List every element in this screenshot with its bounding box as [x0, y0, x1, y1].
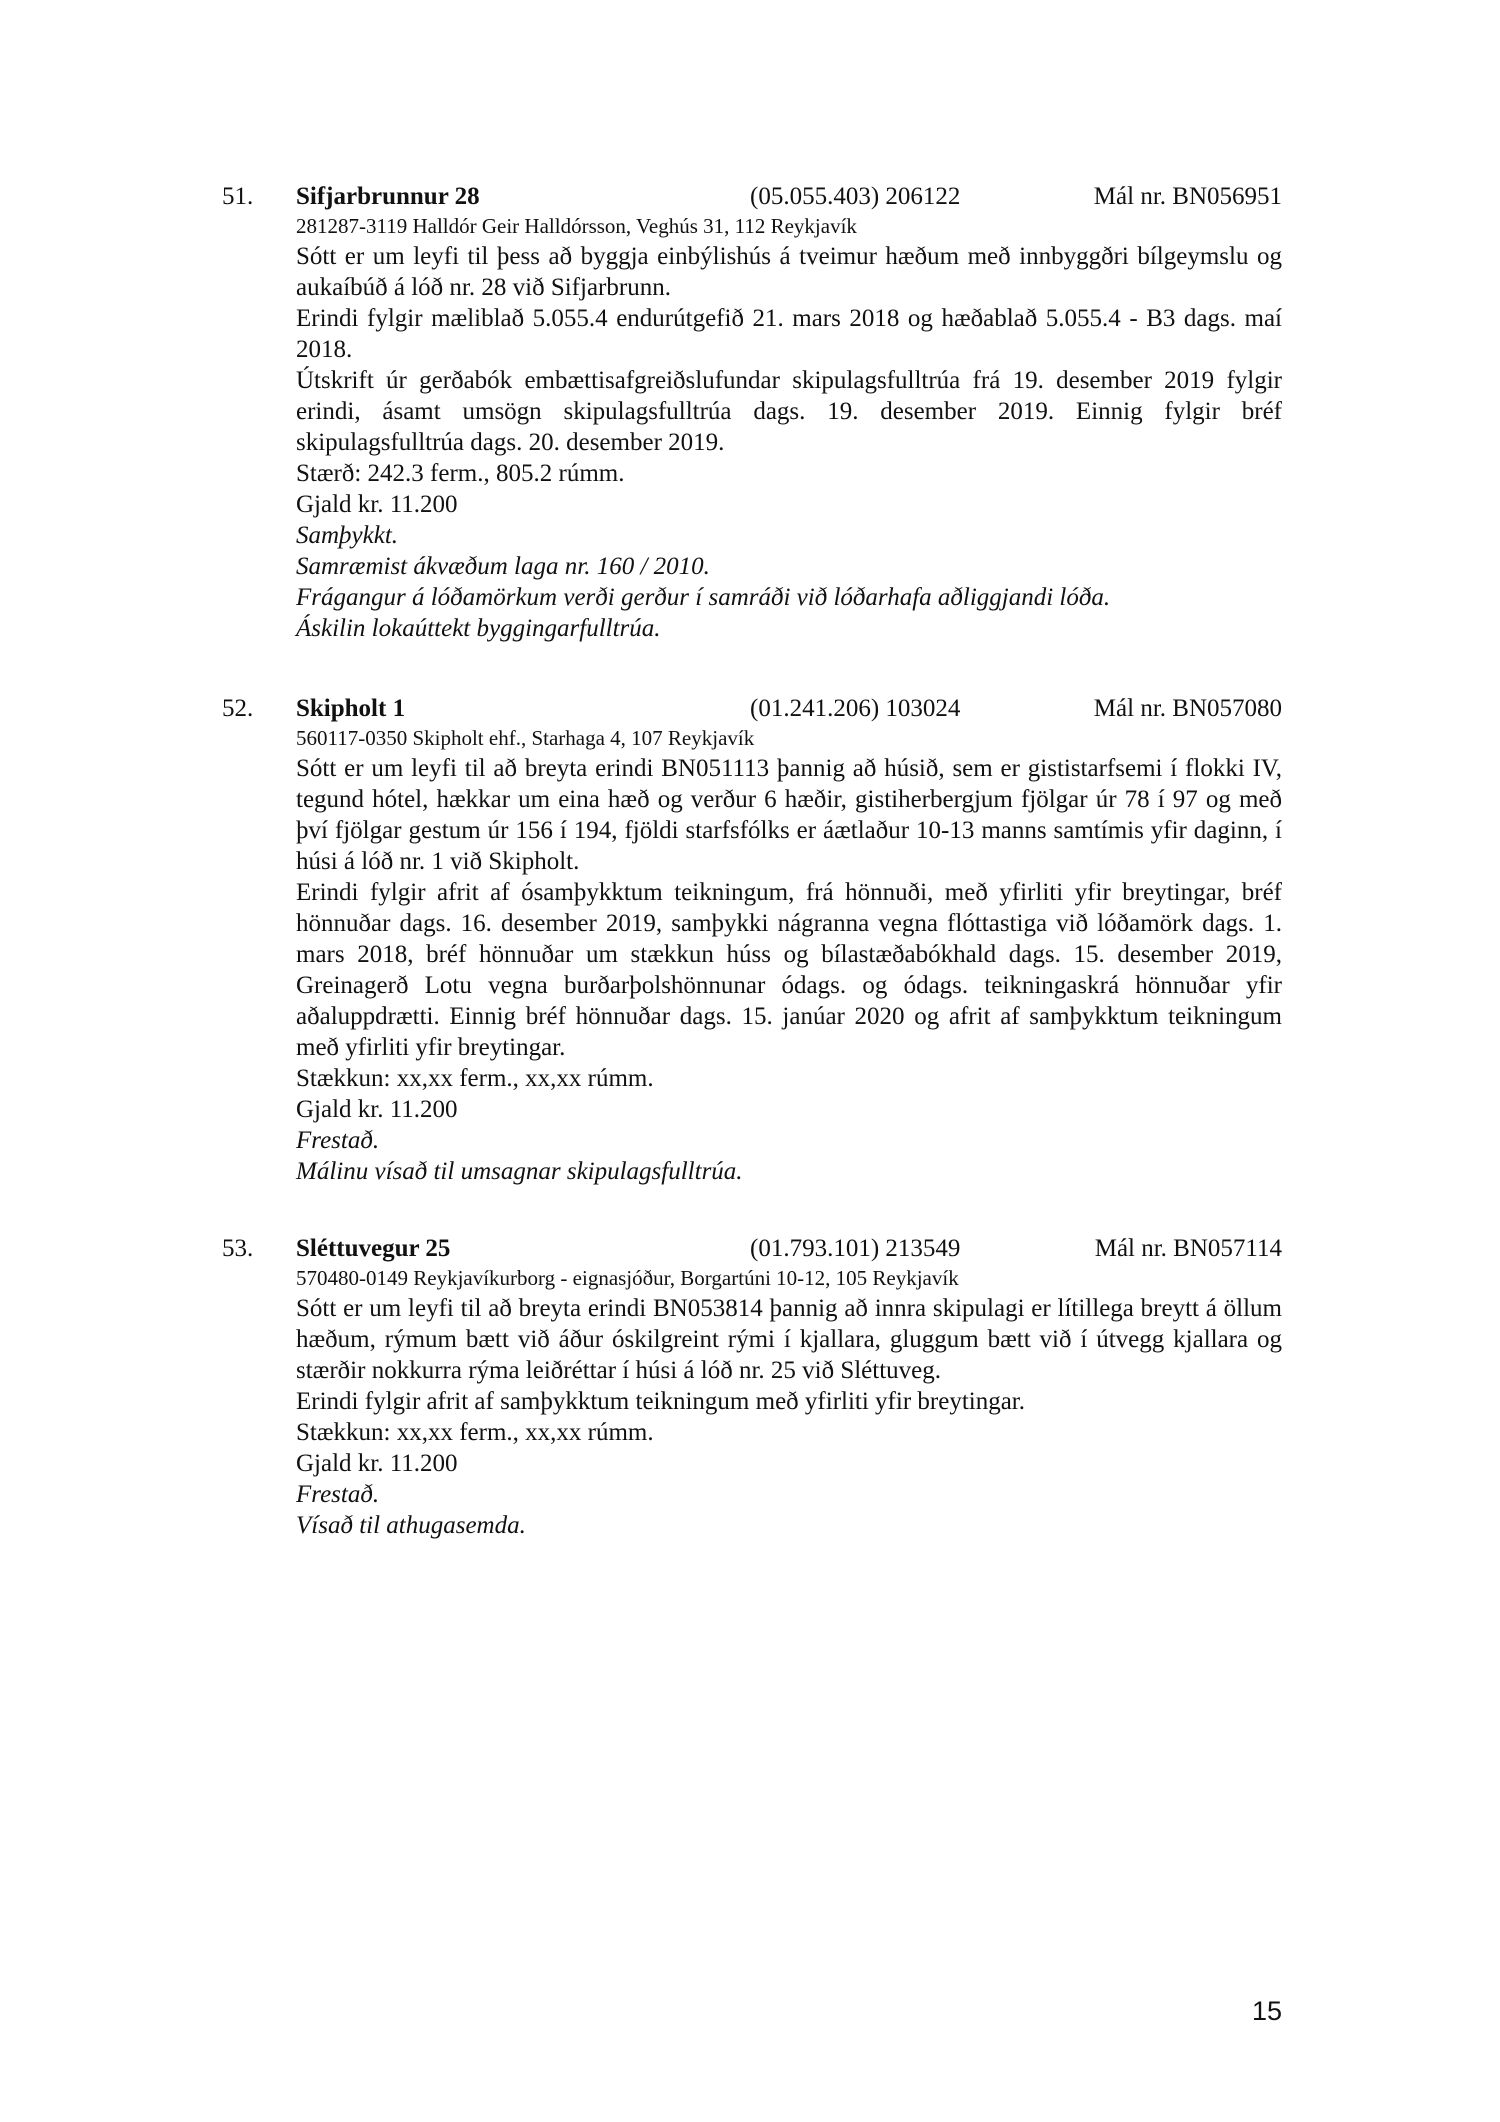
fee-line: Gjald kr. 11.200 — [296, 491, 458, 518]
size-line: Stækkun: xx,xx ferm., xx,xx rúmm. — [296, 1419, 654, 1446]
fee-line: Gjald kr. 11.200 — [296, 1096, 458, 1123]
decision-line: Frágangur á lóðamörkum verði gerður í samráði við lóðarhafa aðliggjandi lóða. — [296, 584, 1111, 611]
case-number: Mál nr. BN057114 — [1094, 1235, 1282, 1262]
size-line: Stækkun: xx,xx ferm., xx,xx rúmm. — [296, 1065, 654, 1092]
entry-number: 53. — [222, 1235, 254, 1262]
entry-title: Sifjarbrunnur 28 — [296, 183, 480, 210]
decision-line: Frestað. — [296, 1481, 380, 1508]
case-entry-53 — [222, 1232, 1282, 1541]
entry-number: 52. — [222, 695, 254, 722]
decision-line: Áskilin lokaúttekt byggingarfulltrúa. — [296, 615, 661, 642]
applicant-line: 560117-0350 Skipholt ehf., Starhaga 4, 107 Reykjavík — [296, 726, 755, 750]
case-number: Mál nr. BN057080 — [1093, 695, 1282, 722]
entry-number: 51. — [222, 183, 254, 210]
attachment-paragraph: Erindi fylgir mæliblað 5.055.4 endurútgefið 21. mars 2018 og hæðablað 5.055.4 - B3 dags. maí 2018. — [296, 305, 1282, 363]
attachment-paragraph: Erindi fylgir afrit af samþykktum teikningum með yfirliti yfir breytingar. — [296, 1388, 1026, 1415]
property-code: (01.793.101) 213549 — [750, 1235, 961, 1262]
entry-header — [222, 692, 1282, 725]
case-number: Mál nr. BN056951 — [1093, 183, 1282, 210]
description-paragraph: Sótt er um leyfi til þess að byggja einbýlishús á tveimur hæðum með innbyggðri bílgeymslu og aukaíbúð á lóð nr. 28 við Sifjarbrunn. — [296, 243, 1282, 301]
decision-line: Samþykkt. — [296, 522, 399, 549]
size-line: Stærð: 242.3 ferm., 805.2 rúmm. — [296, 460, 625, 487]
entry-header — [222, 1232, 1282, 1265]
property-code: (05.055.403) 206122 — [750, 183, 961, 210]
description-paragraph: Sótt er um leyfi til að breyta erindi BN051113 þannig að húsið, sem er gististarfsemi í flokki IV, tegund hótel, hækkar um eina hæð og verður 6 hæðir, gistiherbergjum fjölgar úr 78 í 97 og með því fjölgar gestum úr 156 í 194, fjöldi starfsfólks er áætlaður 10-13 manns samtímis yfir daginn, í húsi á lóð nr. 1 við Skipholt. — [296, 755, 1282, 875]
decision-line: Samræmist ákvæðum laga nr. 160 / 2010. — [296, 553, 710, 580]
description-paragraph: Sótt er um leyfi til að breyta erindi BN053814 þannig að innra skipulagi er lítillega breytt á öllum hæðum, rýmum bætt við áður óskilgreint rými í kjallara, gluggum bætt við í útvegg kjallara og stærðir nokkurra rýma leiðréttar í húsi á lóð nr. 25 við Sléttuveg. — [296, 1295, 1282, 1384]
decision-line: Vísað til athugasemda. — [296, 1512, 526, 1539]
fee-line: Gjald kr. 11.200 — [296, 1450, 458, 1477]
property-code: (01.241.206) 103024 — [750, 695, 961, 722]
attachment-paragraph: Erindi fylgir afrit af ósamþykktum teikningum, frá hönnuði, með yfirliti yfir breytingar, bréf hönnuðar dags. 16. desember 2019, samþykki nágranna vegna flóttastiga við lóðamörk dags. 1. mars 2018, bréf hönnuðar um stækkun húss og bílastæðabókhald dags. 15. desember 2019, Greinagerð Lotu vegna burðarþolshönnunar ódags. og ódags. teikningaskrá hönnuðar yfir aðaluppdrætti. Einnig bréf hönnuðar dags. 15. janúar 2020 og afrit af samþykktum teikningum með yfirliti yfir breytingar. — [296, 879, 1282, 1061]
applicant-line: 570480-0149 Reykjavíkurborg - eignasjóður, Borgartúni 10-12, 105 Reykjavík — [296, 1266, 959, 1290]
attachment-paragraph: Útskrift úr gerðabók embættisafgreiðslufundar skipulagsfulltrúa frá 19. desember 2019 fylgir erindi, ásamt umsögn skipulagsfulltrúa dags. 19. desember 2019. Einnig fylgir bréf skipulagsfulltrúa dags. 20. desember 2019. — [296, 367, 1282, 456]
page-number: 15 — [1251, 1996, 1282, 2026]
entry-body — [296, 1265, 1282, 1541]
decision-line: Málinu vísað til umsagnar skipulagsfulltrúa. — [296, 1158, 743, 1185]
decision-line: Frestað. — [296, 1127, 380, 1154]
entry-title: Sléttuvegur 25 — [296, 1235, 451, 1262]
entry-header — [222, 180, 1282, 213]
applicant-line: 281287-3119 Halldór Geir Halldórsson, Veghús 31, 112 Reykjavík — [296, 214, 857, 238]
entry-body — [296, 725, 1282, 1187]
entry-title: Skipholt 1 — [296, 695, 406, 722]
entry-body — [296, 213, 1282, 644]
case-entry-52 — [222, 692, 1282, 1187]
case-entry-51 — [222, 180, 1282, 644]
